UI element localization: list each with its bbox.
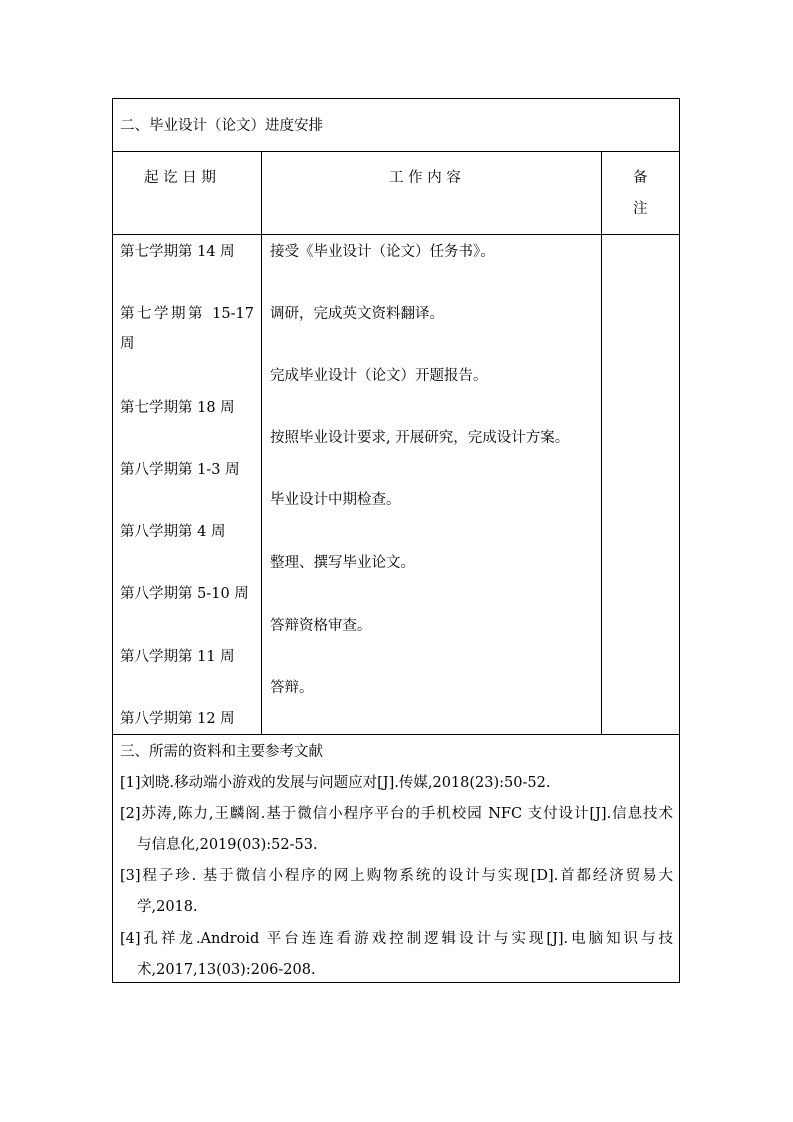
date-cell: 第七学期第 14 周 xyxy=(120,244,235,260)
task-cell: 答辩。 xyxy=(270,680,314,696)
table-divider-below-header xyxy=(112,234,680,235)
task-cell: 完成毕业设计（论文）开题报告。 xyxy=(270,368,488,384)
table-divider-below-title xyxy=(112,151,680,152)
reference-item-continuation: 学,2018. xyxy=(137,899,198,915)
reference-item: [3]程子珍. 基于微信小程序的网上购物系统的设计与实现[D].首都经济贸易大 xyxy=(120,868,673,884)
header-remark-line1: 备 xyxy=(633,170,648,186)
date-cell: 第七学期第 15-17 xyxy=(120,306,254,322)
date-cell: 第八学期第 12 周 xyxy=(120,711,235,727)
header-content: 工 作 内 容 xyxy=(389,170,461,186)
task-cell: 按照毕业设计要求, 开展研究，完成设计方案。 xyxy=(270,430,570,446)
reference-item-continuation: 术,2017,13(03):206-208. xyxy=(137,962,316,978)
date-cell: 第八学期第 1-3 周 xyxy=(120,462,240,478)
date-cell-continuation: 周 xyxy=(120,336,135,352)
reference-item-continuation: 与信息化,2019(03):52-53. xyxy=(137,837,318,853)
task-cell: 答辩资格审查。 xyxy=(270,618,372,634)
task-cell: 整理、撰写毕业论文。 xyxy=(270,555,415,571)
header-date: 起 讫 日 期 xyxy=(144,170,216,186)
date-cell: 第八学期第 4 周 xyxy=(120,524,226,540)
date-cell: 第八学期第 5-10 周 xyxy=(120,586,249,602)
column-divider-remark xyxy=(601,151,602,735)
column-divider-date xyxy=(261,151,262,735)
reference-item: [1]刘晓.移动端小游戏的发展与问题应对[J].传媒,2018(23):50-52. xyxy=(120,775,551,791)
section-title-references: 三、所需的资料和主要参考文献 xyxy=(120,744,323,760)
table-divider-above-references xyxy=(112,734,680,735)
section-title-schedule: 二、毕业设计（论文）进度安排 xyxy=(120,118,323,134)
reference-item: [2]苏涛,陈力,王麟阁.基于微信小程序平台的手机校园 NFC 支付设计[J].信息技术 xyxy=(120,806,673,822)
task-cell: 毕业设计中期检查。 xyxy=(270,492,401,508)
task-cell: 接受《毕业设计（论文）任务书》。 xyxy=(270,244,495,260)
header-remark-line2: 注 xyxy=(633,201,648,217)
reference-item: [4]孔祥龙.Android 平台连连看游戏控制逻辑设计与实现[J].电脑知识与技 xyxy=(120,931,673,947)
task-cell: 调研，完成英文资料翻译。 xyxy=(270,306,444,322)
date-cell: 第八学期第 11 周 xyxy=(120,649,235,665)
date-cell: 第七学期第 18 周 xyxy=(120,400,235,416)
